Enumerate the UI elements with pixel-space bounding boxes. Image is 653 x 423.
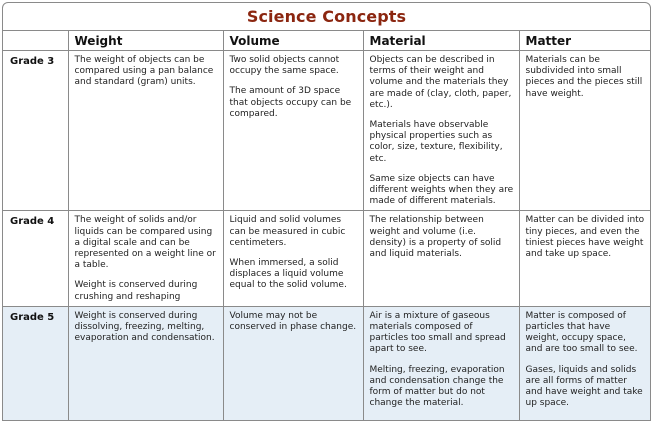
cell-grade5-weight xyxy=(68,306,223,421)
cell-grade4-weight xyxy=(68,211,223,306)
concept-text: Volume may not be conserved in phase change. xyxy=(229,310,357,333)
concept-text: Matter is composed of particles that have weight, occupy space, and are too small to see. xyxy=(525,310,638,355)
concepts-table xyxy=(3,31,650,421)
cell-grade4-material xyxy=(363,211,519,306)
concept-text: Same size objects can have different weights when they are made of different materials. xyxy=(369,173,514,207)
table-title: Science Concepts xyxy=(246,7,407,26)
concept-text: Objects can be described in terms of their weight and volume and the materials they are made of (clay, cloth, paper, etc.). xyxy=(369,55,512,110)
column-header-volume: Volume xyxy=(223,31,363,51)
concept-text: The relationship between weight and volume (i.e. density) is a property of solid and liquid materials. xyxy=(369,215,502,260)
cell-grade5-matter xyxy=(519,306,650,421)
concept-text: The weight of solids and/or liquids can be compared using a digital scale and can be represented on a weight line or a table. xyxy=(74,215,216,271)
concept-text: Matter can be divided into tiny pieces, and even the tiniest pieces have weight and take up space. xyxy=(525,215,645,260)
column-header-matter: Matter xyxy=(519,31,650,51)
column-header-weight: Weight xyxy=(68,31,223,51)
concept-text: Melting, freezing, evaporation and condensation change the form of matter but do not change the material. xyxy=(369,364,505,409)
table-row-grade-3 xyxy=(3,51,650,211)
concept-text: Air is a mixture of gaseous materials composed of particles too small and spread apart to see. xyxy=(369,310,506,355)
table-row-grade-4 xyxy=(3,211,650,306)
cell-grade5-volume xyxy=(223,306,363,421)
concept-text: The weight of objects can be compared using a pan balance and standard (gram) units. xyxy=(74,55,214,88)
concept-text: Materials have observable physical properties such as color, size, texture, flexibility, etc. xyxy=(369,120,503,164)
concept-text: Two solid objects cannot occupy the same space. xyxy=(229,55,340,77)
concept-text: Materials can be subdivided into small pieces and the pieces still have weight. xyxy=(525,55,643,99)
cell-grade3-matter xyxy=(519,51,650,211)
corner-cell xyxy=(3,31,68,51)
table-row-grade-5 xyxy=(3,306,650,421)
concept-text: Weight is conserved during crushing and reshaping xyxy=(74,280,198,302)
concept-text: When immersed, a solid displaces a liquid volume equal to the solid volume. xyxy=(229,258,347,291)
concept-text: Weight is conserved during dissolving, freezing, melting, evaporation and condensation. xyxy=(74,310,215,344)
column-header-material: Material xyxy=(363,31,519,51)
title-row xyxy=(3,3,650,31)
cell-grade5-material xyxy=(363,306,519,421)
cell-grade3-weight xyxy=(68,51,223,211)
grade-label: Grade 3 xyxy=(3,51,68,211)
grade-label: Grade 5 xyxy=(3,306,68,421)
concept-text: Gases, liquids and solids are all forms of matter and have weight and take up space. xyxy=(525,364,643,409)
concept-text: Liquid and solid volumes can be measured in cubic centimeters. xyxy=(229,215,346,248)
cell-grade4-matter xyxy=(519,211,650,306)
concept-text: The amount of 3D space that objects occupy can be compared. xyxy=(229,86,352,119)
cell-grade3-material xyxy=(363,51,519,211)
header-row xyxy=(3,31,650,51)
cell-grade4-volume xyxy=(223,211,363,306)
grade-label: Grade 4 xyxy=(3,211,68,306)
science-concepts-table-frame xyxy=(2,2,651,421)
cell-grade3-volume xyxy=(223,51,363,211)
